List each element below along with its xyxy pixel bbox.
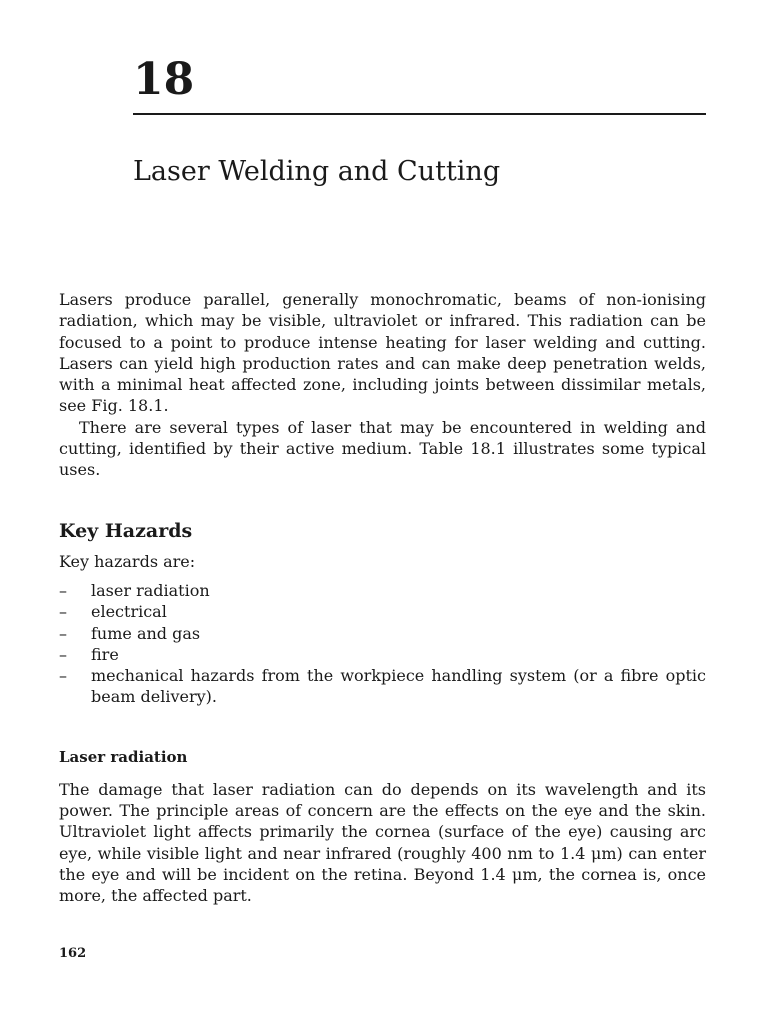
chapter-rule [133,113,706,115]
key-hazards-lead: Key hazards are: [59,551,196,571]
hazard-list [59,580,706,708]
list-item [59,644,706,665]
laser-radiation-paragraph: The damage that laser radiation can do depends on its wavelength and its power. The principle areas of concern are the effects on the eye and the skin. Ultraviolet light affects primarily the cornea (surface of the eye) causing arc eye, while visible light and near infrared (roughly 400 nm to 1.4 μm) can enter the eye and will be incident on the retina. Beyond 1.4 μm, the cornea is, once more, the affected part. [59,779,706,906]
dash-bullet: – [59,623,67,643]
hazard-item-text: fume and gas [91,623,201,643]
intro-paragraph: Lasers produce parallel, generally monochromatic, beams of non-ionising radiation, which may be visible, ultraviolet or infrared. This radiation can be focused to a point to produce intense heating for laser welding and cutting. Lasers can yield high production rates and can make deep penetration welds, with a minimal heat affected zone, including joints between dissimilar metals, see Fig. 18.1. [59,290,706,416]
chapter-number: 18 [133,54,195,105]
list-item [59,623,706,644]
page-body [59,289,706,907]
chapter-title: Laser Welding and Cutting [133,156,501,187]
hazard-item-text: mechanical hazards from the workpiece handling system (or a fibre optic beam delivery). [91,666,706,707]
key-hazards-heading: Key Hazards [59,519,193,542]
dash-bullet: – [59,666,67,686]
hazard-item-text: laser radiation [91,580,210,600]
page-number: 162 [59,946,87,961]
hazard-item-text: electrical [91,602,167,622]
list-item [59,665,706,708]
dash-bullet: – [59,580,67,600]
hazard-item-text: fire [91,644,119,664]
laser-radiation-heading: Laser radiation [59,747,188,766]
dash-bullet: – [59,644,67,664]
intro-paragraph: There are several types of laser that may be encountered in welding and cutting, identified by their active medium. Table 18.1 illustrates some typical uses. [59,417,706,480]
list-item [59,601,706,622]
list-item [59,580,706,601]
dash-bullet: – [59,602,67,622]
